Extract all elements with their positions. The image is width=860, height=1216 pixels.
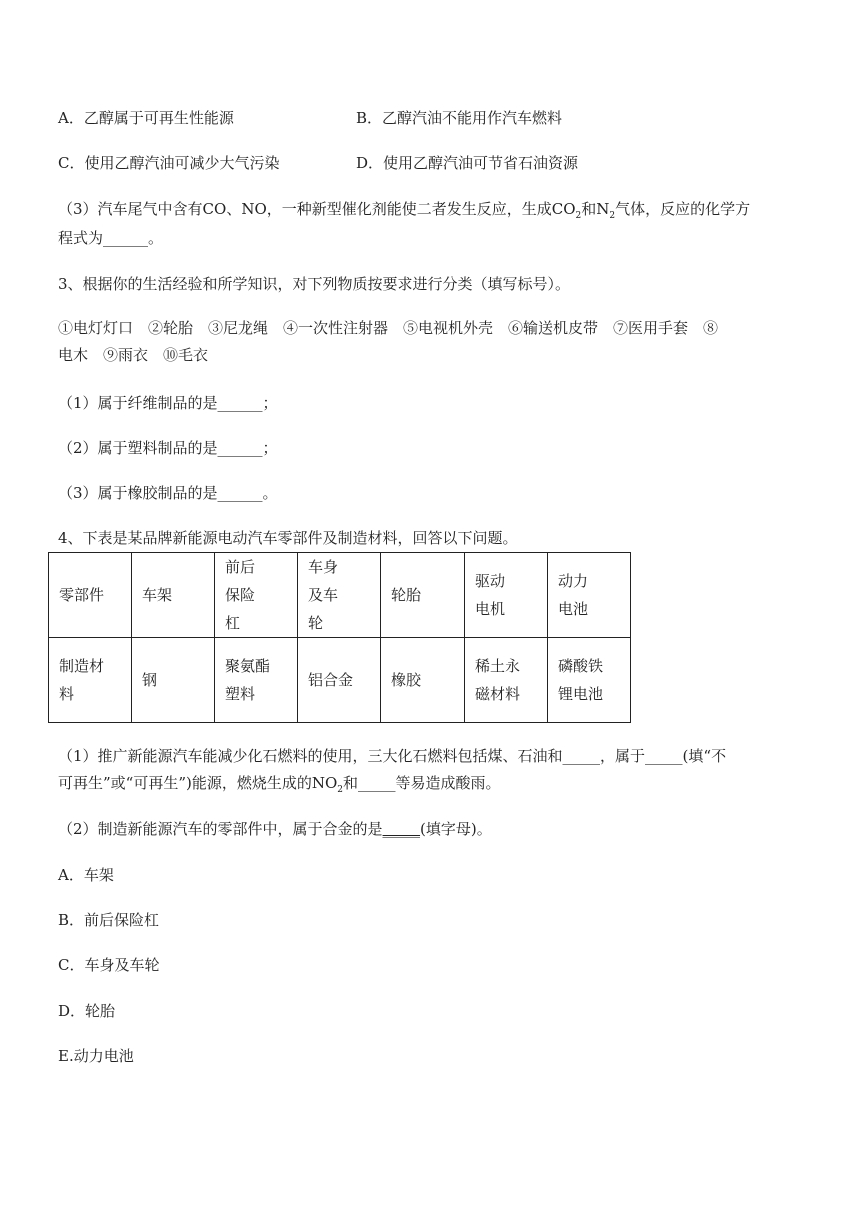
table-cell (548, 638, 631, 723)
q4-part1-text-b: 和_____等易造成酸雨。 (343, 774, 501, 792)
q2-part3-line1 (58, 198, 750, 223)
table-cell: 钢 (132, 638, 215, 723)
q2-part3-text-b: 和N (581, 200, 610, 218)
table-row (49, 553, 631, 638)
table-header-cell (298, 553, 381, 638)
cell-text: 磷酸铁锂电池 (558, 657, 604, 703)
q2-part3-line2: 程式为______。 (58, 229, 164, 247)
q4-option-c: C．车身及车轮 (58, 956, 160, 974)
q4-option-a: A．车架 (58, 866, 114, 884)
q4-stem: 4、下表是某品牌新能源电动汽车零部件及制造材料，回答以下问题。 (58, 529, 518, 547)
subscript: 2 (609, 211, 616, 221)
table-cell: 橡胶 (381, 638, 465, 723)
q3-part2: （2）属于塑料制品的是______； (58, 439, 278, 457)
table-header-cell: 零部件 (49, 553, 132, 638)
q3-items-line2: 电木 ⑨雨衣 ⑩毛衣 (58, 346, 209, 364)
table-header-cell: 轮胎 (381, 553, 465, 638)
q4-option-e: E.动力电池 (58, 1047, 134, 1065)
cell-text: 制造材料 (59, 657, 105, 703)
q4-option-b: B．前后保险杠 (58, 911, 160, 929)
table-header-cell: 车架 (132, 553, 215, 638)
q3-items-line1: ①电灯灯口 ②轮胎 ③尼龙绳 ④一次性注射器 ⑤电视机外壳 ⑥输送机皮带 ⑦医用手套 ⑧ (58, 319, 719, 337)
q3-stem: 3、根据你的生活经验和所学知识，对下列物质按要求进行分类（填写标号）。 (58, 275, 571, 293)
option-c: C．使用乙醇汽油可减少大气污染 (58, 154, 280, 172)
option-d: D．使用乙醇汽油可节省石油资源 (356, 154, 579, 172)
option-a: A．乙醇属于可再生性能源 (58, 109, 234, 127)
q4-part2-suffix: (填字母)。 (420, 820, 492, 838)
answer-blank: _____ (382, 820, 421, 838)
q3-part3: （3）属于橡胶制品的是______。 (58, 484, 278, 502)
table-header-cell (548, 553, 631, 638)
table-header-cell (215, 553, 298, 638)
parts-table (48, 552, 631, 723)
table-row (49, 638, 631, 723)
table-header-cell (465, 553, 548, 638)
q4-option-d: D．轮胎 (58, 1002, 116, 1020)
table-cell (215, 638, 298, 723)
q4-part1-text-a: 可再生”或“可再生”)能源，燃烧生成的NO (58, 774, 338, 792)
cell-text: 驱动电机 (475, 572, 506, 618)
subscript: 2 (337, 785, 344, 795)
table-cell: 铝合金 (298, 638, 381, 723)
subscript: 2 (575, 211, 582, 221)
q4-part2 (58, 818, 492, 840)
cell-text: 聚氨酯塑料 (225, 657, 271, 703)
q2-part3-text-a: （3）汽车尾气中含有CO、NO，一种新型催化剂能使二者发生反应，生成CO (58, 200, 576, 218)
table-row-label (49, 638, 132, 723)
q3-part1: （1）属于纤维制品的是______； (58, 394, 278, 412)
cell-text: 前后保险杠 (225, 558, 256, 632)
option-b: B．乙醇汽油不能用作汽车燃料 (356, 109, 563, 127)
table-cell (465, 638, 548, 723)
q4-part1-line2 (58, 772, 501, 797)
q4-part1-line1: （1）推广新能源汽车能减少化石燃料的使用，三大化石燃料包括煤、石油和_____，属于_____(填“不 (58, 747, 727, 765)
cell-text: 动力电池 (558, 572, 589, 618)
q4-part2-text: （2）制造新能源汽车的零部件中，属于合金的是 (58, 820, 383, 838)
cell-text: 稀土永磁材料 (475, 657, 521, 703)
q2-part3-text-c: 气体，反应的化学方 (615, 200, 751, 218)
cell-text: 车身及车轮 (308, 558, 339, 632)
